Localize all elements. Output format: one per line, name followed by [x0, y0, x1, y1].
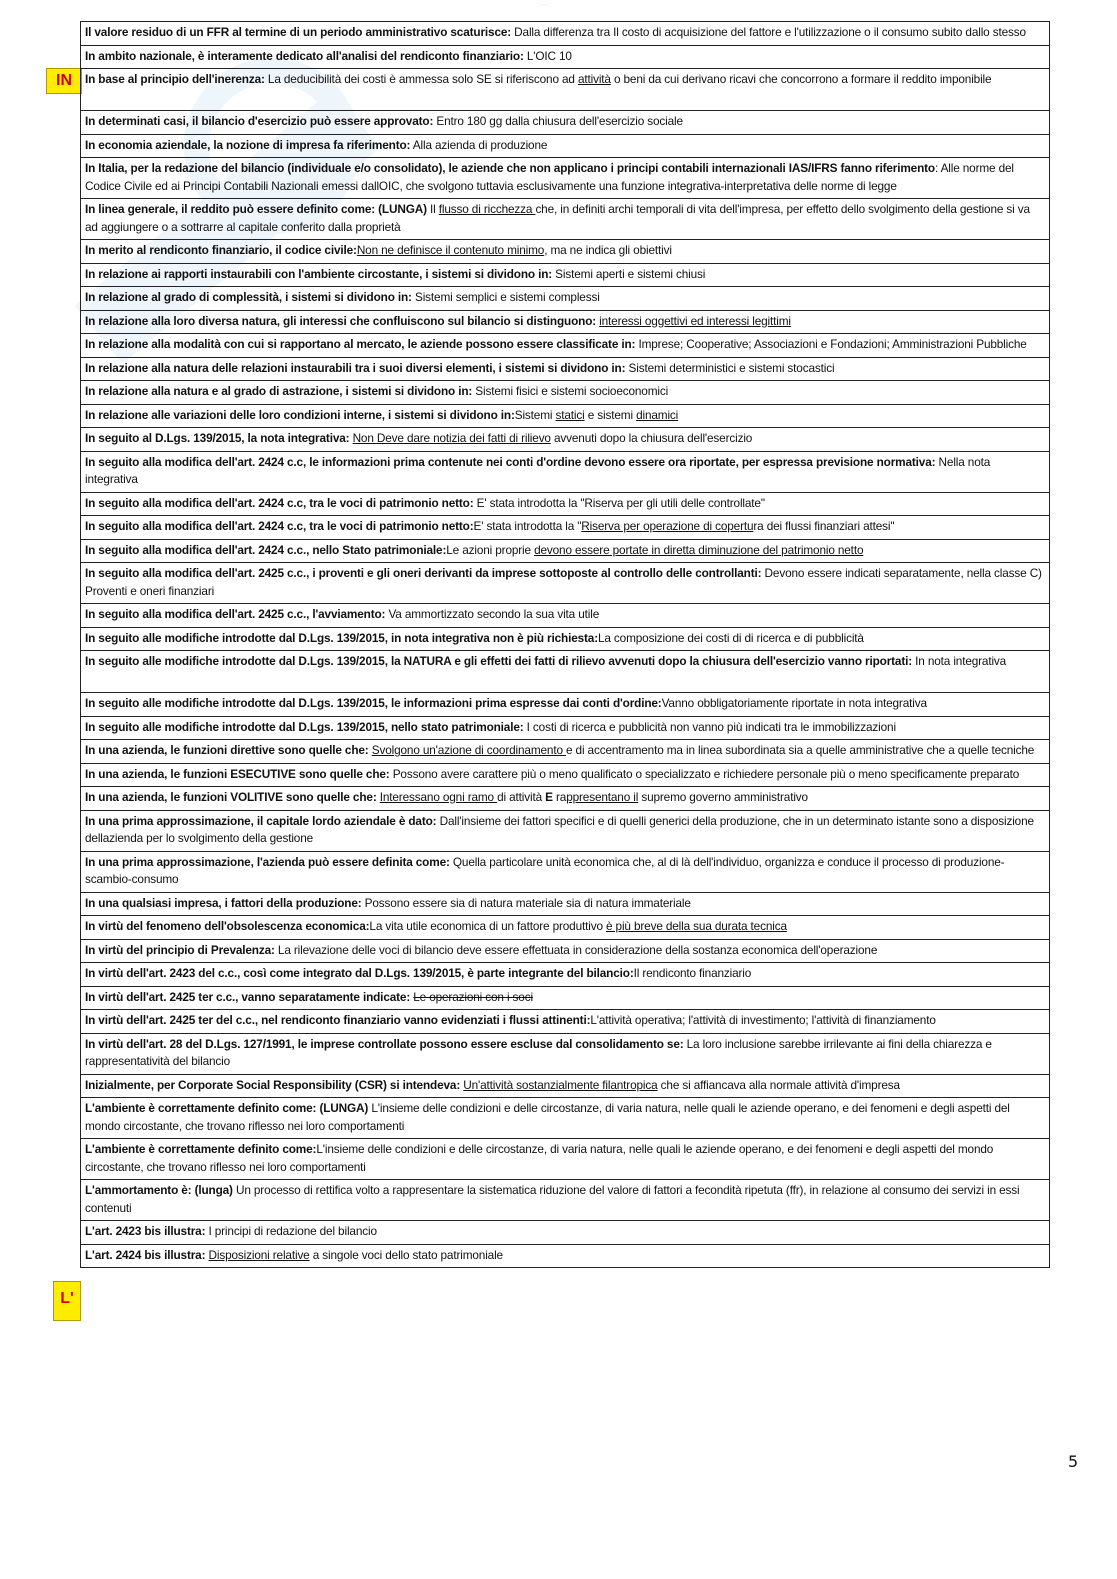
question-text: In virtù dell'art. 28 del D.Lgs. 127/1991, le imprese controllate possono essere escluse dal consolidamento se: [85, 1036, 684, 1051]
question-text: In merito al rendiconto finanziario, il codice civile: [85, 243, 357, 257]
qa-row [81, 240, 1050, 264]
qa-row [81, 492, 1050, 516]
answer-text: La vita utile economica di un fattore produttivo [369, 919, 607, 933]
question-text: In relazione alla natura e al grado di astrazione, i sistemi si dividono in: [85, 384, 473, 398]
qa-cell [81, 740, 1050, 764]
answer-text: attività [577, 72, 611, 86]
qa-row [81, 693, 1050, 717]
answer-text: e di accentramento ma in linea subordinata sia a quelle amministrative che a quelle tecniche [566, 743, 1035, 757]
question-text: In relazione alla natura delle relazioni instaurabili tra i suoi diversi elementi, i sistemi si dividono in: [85, 360, 626, 375]
qa-row [81, 1180, 1050, 1221]
answer-text: In nota integrativa [912, 654, 1007, 668]
qa-cell [81, 69, 1050, 111]
question-text: In seguito alla modifica dell'art. 2424 c.c, le informazioni prima contenute nei conti d'ordine devono essere ora riportate, per espressa previsione normativa: [85, 454, 936, 469]
qa-cell [81, 310, 1050, 334]
qa-cell [81, 1074, 1050, 1098]
question-text: In una qualsiasi impresa, i fattori della produzione: [85, 895, 362, 910]
qa-row [81, 716, 1050, 740]
qa-row [81, 1139, 1050, 1180]
qa-row [81, 158, 1050, 199]
question-text: In Italia, per la redazione del bilancio (individuale e/o consolidato), le aziende che non applicano i principi contabili internazionali IAS/IFRS fanno riferimento [85, 161, 935, 175]
qa-cell [81, 492, 1050, 516]
answer-text: L'insieme delle condizioni e delle circostanze, di varia natura, nelle quali le aziende operano, e dei fenomeni e degli aspetti del mondo circostante, che trovano riflesso nei loro comportamenti [85, 1101, 1010, 1133]
qa-cell [81, 134, 1050, 158]
answer-text: o beni da cui derivano ricavi che concorrono a formare il reddito imponibile [610, 72, 992, 86]
qa-row [81, 1098, 1050, 1139]
qa-row [81, 539, 1050, 563]
answer-text: Nella nota integrativa [85, 454, 991, 486]
qa-cell [81, 916, 1050, 940]
answer-text: La composizione dei costi di di ricerca e di pubblicità [597, 630, 864, 645]
answer-text: I costi di ricerca e pubblicità non vanno più indicati tra le immobilizzazioni [523, 719, 896, 734]
question-text: In seguito alla modifica dell'art. 2424 c.c., nello Stato patrimoniale: [85, 542, 447, 557]
answer-text: ppresentano il [566, 790, 639, 804]
qa-cell [81, 627, 1050, 651]
qa-row [81, 516, 1050, 540]
answer-text: Sistemi aperti e sistemi chiusi [552, 266, 706, 281]
question-text: In virtù dell'art. 2425 ter c.c., vanno separatamente indicate: [85, 989, 411, 1004]
qa-row [81, 22, 1050, 46]
qa-row [81, 627, 1050, 651]
qa-row [81, 111, 1050, 135]
question-text: In linea generale, il reddito può essere definito come: (LUNGA) [85, 202, 427, 216]
qa-cell [81, 604, 1050, 628]
qa-cell [81, 1098, 1050, 1139]
qa-row [81, 334, 1050, 358]
answer-text: devono essere portate in diretta diminuzione del patrimonio netto [534, 542, 864, 557]
qa-cell [81, 716, 1050, 740]
answer-text: che, in definiti archi temporali di vita dell'impresa, per effetto dello svolgimento della gestione si va ad aggiungere o a sottrarre al capitale conferito dalla proprietà [85, 202, 1030, 234]
answer-text: I principi di redazione del bilancio [205, 1224, 377, 1238]
answer-text: ra [552, 790, 567, 804]
qa-row [81, 451, 1050, 492]
qa-row [81, 963, 1050, 987]
answer-text: L'attività operativa; l'attività di investimento; l'attività di finanziamento [590, 1013, 936, 1027]
question-text: In relazione alle variazioni delle loro condizioni interne, i sistemi si dividono in: [85, 407, 515, 422]
question-text: In seguito alle modifiche introdotte dal D.Lgs. 139/2015, la NATURA e gli effetti dei fatti di rilievo avvenuti dopo la chiusura dell'esercizio vanno riportati: [85, 654, 913, 668]
answer-text: : Alle norme del Codice Civile ed ai Principi Contabili Nazionali emessi dallOIC, che svolgono tuttavia esclusivamente una funzione integrativa-interpretativa delle norme di legge [85, 161, 1014, 193]
qa-row [81, 740, 1050, 764]
question-text: In relazione ai rapporti instaurabili con l'ambiente circostante, i sistemi si dividono in: [85, 266, 553, 281]
question-text: In seguito alla modifica dell'art. 2424 c.c, tra le voci di patrimonio netto: [85, 495, 474, 510]
answer-text: è più breve della sua durata tecnica [606, 919, 787, 933]
answer-text: ra dei flussi finanziari attesi" [753, 519, 895, 533]
answer-text: Non Deve dare notizia dei fatti di rilievo [352, 431, 551, 445]
answer-text: flusso di ricchezza [438, 202, 536, 216]
answer-text: L'insieme delle condizioni e delle circostanze, di varia natura, nelle quali le aziende operano, e dei fenomeni e degli aspetti del mondo circostante, che trovano riflesso nei loro comportamenti [85, 1142, 994, 1174]
qa-row [81, 310, 1050, 334]
qa-cell [81, 111, 1050, 135]
question-text: In relazione alla loro diversa natura, gli interessi che confluiscono sul bilancio si distinguono: [85, 313, 597, 328]
answer-text: Dall'insieme dei fattori specifici e di quelli generici della produzione, che in un determinato istante sono a disposizione dellazienda per lo svolgimento della gestione [85, 813, 1034, 845]
answer-text: Le operazioni con i soci [413, 989, 533, 1004]
qa-row [81, 199, 1050, 240]
question-text: In una azienda, le funzioni VOLITIVE sono quelle che: [85, 790, 377, 804]
qa-row [81, 563, 1050, 604]
qa-cell [81, 563, 1050, 604]
qa-cell [81, 451, 1050, 492]
qa-cell [81, 963, 1050, 987]
answer-text: E' stata introdotta la "Riserva per gli utili delle controllate" [473, 495, 765, 510]
header-mark: ···· [540, 2, 548, 8]
qa-cell [81, 334, 1050, 358]
question-text: In una azienda, le funzioni direttive sono quelle che: [85, 743, 369, 757]
section-letter-l: L' [53, 1281, 81, 1321]
qa-row [81, 287, 1050, 311]
question-text: In una prima approssimazione, l'azienda può essere definita come: [85, 854, 450, 869]
qa-cell [81, 763, 1050, 787]
question-text: L'art. 2424 bis illustra: [85, 1247, 206, 1262]
answer-text: Sistemi deterministici e sistemi stocastici [625, 360, 835, 375]
question-text: L'ambiente è correttamente definito come: [85, 1142, 317, 1156]
answer-text: La loro inclusione sarebbe irrilevante ai fini della chiarezza e rappresentatività del bilancio [85, 1036, 992, 1068]
answer-text: che si affiancava alla normale attività d'impresa [657, 1077, 900, 1092]
answer-text: supremo governo amministrativo [638, 790, 808, 804]
qa-cell [81, 428, 1050, 452]
qa-cell [81, 516, 1050, 540]
qa-row [81, 763, 1050, 787]
answer-text: Possono essere sia di natura materiale sia di natura immateriale [361, 895, 691, 910]
qa-row [81, 428, 1050, 452]
answer-text: Svolgono un'azione di coordinamento [371, 743, 566, 757]
qa-cell [81, 693, 1050, 717]
answer-text: Va ammortizzato secondo la sua vita utile [385, 607, 600, 621]
qa-cell [81, 851, 1050, 892]
qa-cell [81, 539, 1050, 563]
answer-text: La deducibilità dei costi è ammessa solo SE si riferiscono ad [264, 72, 578, 86]
answer-text: di attività [497, 790, 546, 804]
answer-text: Un'attività sostanzialmente filantropica [463, 1077, 658, 1092]
answer-text: La rilevazione delle voci di bilancio deve essere effettuata in considerazione della sostanza economica dell'operazione [274, 942, 878, 957]
answer-text: Vanno obbligatoriamente riportate in nota integrativa [661, 696, 927, 710]
question-text: In virtù del fenomeno dell'obsolescenza economica: [85, 919, 370, 933]
qa-row [81, 916, 1050, 940]
qa-cell [81, 986, 1050, 1010]
answer-text: Un processo di rettifica volto a rappresentare la sistematica riduzione del valore di fattori a fecondità ripetuta (ffr), in relazione al consumo dei servizi in essi contenuti [85, 1183, 1020, 1215]
answer-text: Entro 180 gg dalla chiusura dell'esercizio sociale [433, 114, 683, 128]
answer-text: statici [555, 407, 585, 422]
question-text: In seguito al D.Lgs. 139/2015, la nota integrativa: [85, 431, 350, 445]
qa-cell [81, 158, 1050, 199]
qa-row [81, 810, 1050, 851]
qa-cell [81, 45, 1050, 69]
question-text: In seguito alla modifica dell'art. 2424 c.c, tra le voci di patrimonio netto: [85, 519, 474, 533]
answer-text: Devono essere indicati separatamente, nella classe C) Proventi e oneri finanziari [85, 566, 1042, 598]
qa-row [81, 1010, 1050, 1034]
qa-row [81, 1074, 1050, 1098]
answer-text: interessi oggettivi ed interessi legittimi [599, 313, 791, 328]
question-text: In seguito alle modifiche introdotte dal D.Lgs. 139/2015, nello stato patrimoniale: [85, 719, 524, 734]
question-text: In virtù del principio di Prevalenza: [85, 942, 275, 957]
qa-row [81, 381, 1050, 405]
qa-cell [81, 892, 1050, 916]
qa-row [81, 263, 1050, 287]
answer-text: E' stata introdotta la " [473, 519, 582, 533]
question-text: In virtù dell'art. 2425 ter del c.c., nel rendiconto finanziario vanno evidenziati i flussi attinenti: [85, 1013, 591, 1027]
section-letter-in: IN [46, 68, 82, 94]
question-text: Inizialmente, per Corporate Social Responsibility (CSR) si intendeva: [85, 1077, 461, 1092]
answer-text: Alla azienda di produzione [410, 137, 548, 152]
qa-cell [81, 199, 1050, 240]
qa-row [81, 651, 1050, 693]
page-number: 5 [1068, 1452, 1079, 1471]
qa-cell [81, 404, 1050, 428]
qa-row [81, 1221, 1050, 1245]
answer-text: Sistemi fisici e sistemi socioeconomici [472, 384, 669, 398]
qa-row [81, 1244, 1050, 1268]
answer-text: Il [426, 202, 439, 216]
question-text: In relazione al grado di complessità, i sistemi si dividono in: [85, 290, 412, 304]
answer-text: Possono avere carattere più o meno qualificato o specializzato e richiedere personale più o meno specificamente preparato [389, 766, 1020, 781]
qa-row [81, 1033, 1050, 1074]
qa-cell [81, 939, 1050, 963]
qa-cell [81, 1244, 1050, 1268]
question-text: In seguito alla modifica dell'art. 2425 c.c., i proventi e gli oneri derivanti da imprese sottoposte al controllo delle controllanti: [85, 566, 762, 580]
answer-text: E [545, 790, 553, 804]
question-text: In ambito nazionale, è interamente dedicato all'analisi del rendiconto finanziario: [85, 48, 524, 63]
answer-text: e sistemi [584, 407, 637, 422]
qa-cell [81, 287, 1050, 311]
question-text: L'ammortamento è: (lunga) [85, 1183, 233, 1197]
qa-row [81, 404, 1050, 428]
qa-row [81, 357, 1050, 381]
qa-row [81, 986, 1050, 1010]
qa-cell [81, 1180, 1050, 1221]
qa-row [81, 45, 1050, 69]
answer-text: Sistemi semplici e sistemi complessi [411, 290, 600, 304]
qa-cell [81, 1139, 1050, 1180]
question-text: L'art. 2423 bis illustra: [85, 1224, 206, 1238]
question-text: In economia aziendale, la nozione di impresa fa riferimento: [85, 137, 411, 152]
qa-table-body [81, 22, 1050, 1268]
answer-text: Dalla differenza tra Il costo di acquisizione del fattore e l'utilizzazione o il consumo subito dallo stesso [511, 25, 1026, 39]
answer-text: L'OIC 10 [523, 48, 572, 63]
qa-row [81, 939, 1050, 963]
qa-row [81, 787, 1050, 811]
answer-text: Disposizioni relative [208, 1247, 310, 1262]
answer-text: avvenuti dopo la chiusura dell'esercizio [550, 431, 753, 445]
qa-cell [81, 651, 1050, 693]
answer-text: , ma ne indica gli obiettivi [544, 243, 672, 257]
question-text: In una prima approssimazione, il capitale lordo aziendale è dato: [85, 813, 437, 828]
answer-text: Riserva per operazione di copertu [581, 519, 754, 533]
answer-text: Interessano ogni ramo [379, 790, 498, 804]
qa-cell [81, 1221, 1050, 1245]
qa-row [81, 134, 1050, 158]
qa-cell [81, 240, 1050, 264]
question-text: In seguito alle modifiche introdotte dal D.Lgs. 139/2015, in nota integrativa non è più richiesta: [85, 630, 598, 645]
question-text: In base al principio dell'inerenza: [85, 72, 265, 86]
qa-row [81, 851, 1050, 892]
qa-row [81, 69, 1050, 111]
question-text: In una azienda, le funzioni ESECUTIVE sono quelle che: [85, 766, 390, 781]
answer-text: Imprese; Cooperative; Associazioni e Fondazioni; Amministrazioni Pubbliche [635, 337, 1027, 351]
qa-cell [81, 381, 1050, 405]
qa-cell [81, 1033, 1050, 1074]
qa-cell [81, 263, 1050, 287]
answer-text: Il rendiconto finanziario [633, 966, 752, 980]
qa-cell [81, 810, 1050, 851]
question-text: In seguito alle modifiche introdotte dal D.Lgs. 139/2015, le informazioni prima espresse dai conti d'ordine: [85, 696, 662, 710]
question-text: In determinati casi, il bilancio d'esercizio può essere approvato: [85, 114, 434, 128]
qa-table [80, 21, 1050, 1268]
question-text: Il valore residuo di un FFR al termine di un periodo amministrativo scaturisce: [85, 25, 512, 39]
answer-text: Quella particolare unità economica che, al di là dell'individuo, organizza e conduce il processo di produzione-scambio-consumo [85, 854, 1005, 886]
qa-row [81, 892, 1050, 916]
qa-cell [81, 22, 1050, 46]
answer-text: dinamici [636, 407, 679, 422]
qa-cell [81, 787, 1050, 811]
answer-text: a singole voci dello stato patrimoniale [309, 1247, 503, 1262]
question-text: L'ambiente è correttamente definito come: (LUNGA) [85, 1101, 369, 1115]
qa-cell [81, 357, 1050, 381]
question-text: In relazione alla modalità con cui si rapportano al mercato, le aziende possono essere classificate in: [85, 337, 636, 351]
qa-cell [81, 1010, 1050, 1034]
question-text: In virtù dell'art. 2423 del c.c., così come integrato dal D.Lgs. 139/2015, è parte integrante del bilancio: [85, 966, 634, 980]
answer-text: Non ne definisce il contenuto minimo [356, 243, 545, 257]
qa-row [81, 604, 1050, 628]
question-text: In seguito alla modifica dell'art. 2425 c.c., l'avviamento: [85, 607, 386, 621]
answer-text: Le azioni proprie [446, 542, 535, 557]
answer-text: Sistemi [514, 407, 556, 422]
